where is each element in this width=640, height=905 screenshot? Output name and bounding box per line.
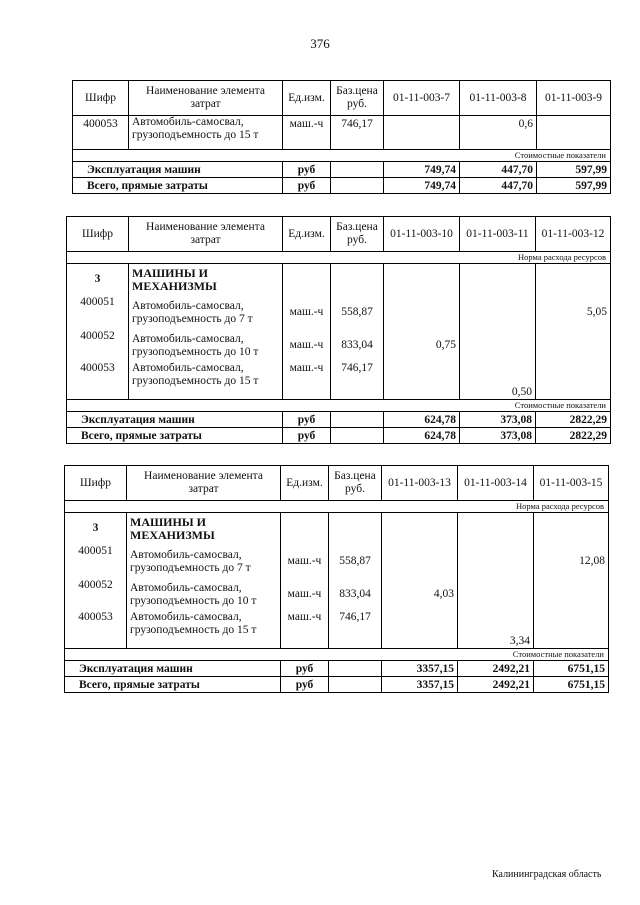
header-unit: Ед.изм. [281, 466, 329, 501]
resource-price: 833,04 [331, 330, 384, 362]
header-rate-code: 01-11-003-10 [384, 217, 460, 252]
resource-code: 400051 [65, 545, 127, 579]
total-unit: руб [283, 428, 331, 444]
empty-cell [331, 162, 384, 178]
total-value: 373,08 [460, 428, 536, 444]
resource-unit: маш.-ч [283, 330, 331, 362]
header-code: Шифр [65, 466, 127, 501]
header-base-price: Баз.цена руб. [331, 81, 384, 116]
resource-value [460, 330, 536, 362]
resource-table-3 [64, 465, 609, 693]
empty-cell [329, 677, 382, 693]
cost-indicators-label: Стоимостные показатели [65, 649, 609, 661]
header-rate-code: 01-11-003-9 [537, 81, 611, 116]
table-header [67, 217, 611, 252]
resource-norm-row [67, 252, 611, 264]
page-number: 376 [310, 36, 330, 51]
section-row [65, 513, 609, 545]
empty-cell [331, 178, 384, 194]
exploitation-value: 2492,21 [458, 661, 534, 677]
exploitation-value: 373,08 [460, 412, 536, 428]
resource-value [534, 579, 609, 611]
exploitation-value: 597,99 [537, 162, 611, 178]
total-label: Всего, прямые затраты [65, 677, 281, 693]
resource-value [458, 579, 534, 611]
resource-table-1 [72, 80, 611, 194]
exploitation-value: 2822,29 [536, 412, 611, 428]
empty-cell [331, 428, 384, 444]
total-row [73, 178, 611, 194]
exploitation-unit: руб [283, 412, 331, 428]
resource-unit: маш.-ч [283, 296, 331, 330]
header-base-price: Баз.цена руб. [331, 217, 384, 252]
resource-name: Автомобиль-самосвал, грузоподъемность до 15 т [129, 116, 283, 150]
resource-value [384, 116, 460, 150]
resource-value [536, 362, 611, 400]
resource-norm-label: Норма расхода ресурсов [65, 501, 609, 513]
resource-value: 12,08 [534, 545, 609, 579]
cost-indicators-row [65, 649, 609, 661]
exploitation-unit: руб [281, 661, 329, 677]
resource-value [382, 611, 458, 649]
resource-value [382, 545, 458, 579]
exploitation-label: Эксплуатация машин [73, 162, 283, 178]
exploitation-value: 749,74 [384, 162, 460, 178]
total-unit: руб [283, 178, 331, 194]
table-row [73, 116, 611, 150]
resource-price: 833,04 [329, 579, 382, 611]
total-value: 447,70 [460, 178, 537, 194]
resource-value: 4,03 [382, 579, 458, 611]
resource-name: Автомобиль-самосвал, грузоподъемность до 10 т [129, 330, 283, 362]
total-value: 624,78 [384, 428, 460, 444]
header-unit: Ед.изм. [283, 81, 331, 116]
exploitation-unit: руб [283, 162, 331, 178]
section-number: 3 [65, 513, 127, 545]
exploitation-row [67, 412, 611, 428]
exploitation-value: 6751,15 [534, 661, 609, 677]
resource-table-2 [66, 216, 611, 444]
section-name: МАШИНЫ И МЕХАНИЗМЫ [127, 513, 281, 545]
resource-unit: маш.-ч [283, 116, 331, 150]
header-code: Шифр [67, 217, 129, 252]
resource-value [460, 296, 536, 330]
exploitation-value: 447,70 [460, 162, 537, 178]
table-header [73, 81, 611, 116]
header-name: Наименование элемента затрат [129, 217, 283, 252]
resource-code: 400051 [67, 296, 129, 330]
header-name: Наименование элемента затрат [129, 81, 283, 116]
header-rate-code: 01-11-003-8 [460, 81, 537, 116]
resource-name: Автомобиль-самосвал, грузоподъемность до 15 т [129, 362, 283, 400]
resource-price: 746,17 [331, 362, 384, 400]
exploitation-row [73, 162, 611, 178]
table-row [67, 362, 611, 400]
exploitation-value: 624,78 [384, 412, 460, 428]
exploitation-label: Эксплуатация машин [65, 661, 281, 677]
header-name: Наименование элемента затрат [127, 466, 281, 501]
table-row [67, 296, 611, 330]
resource-name: Автомобиль-самосвал, грузоподъемность до 10 т [127, 579, 281, 611]
exploitation-value: 3357,15 [382, 661, 458, 677]
resource-value [458, 545, 534, 579]
section-name: МАШИНЫ И МЕХАНИЗМЫ [129, 264, 283, 296]
total-value: 3357,15 [382, 677, 458, 693]
resource-code: 400052 [65, 579, 127, 611]
header-rate-code: 01-11-003-15 [534, 466, 609, 501]
resource-value [537, 116, 611, 150]
resource-code: 400053 [65, 611, 127, 649]
total-value: 749,74 [384, 178, 460, 194]
total-value: 6751,15 [534, 677, 609, 693]
resource-norm-row [65, 501, 609, 513]
total-value: 2492,21 [458, 677, 534, 693]
total-unit: руб [281, 677, 329, 693]
resource-price: 746,17 [329, 611, 382, 649]
resource-name: Автомобиль-самосвал, грузоподъемность до 7 т [129, 296, 283, 330]
header-rate-code: 01-11-003-13 [382, 466, 458, 501]
resource-value [384, 296, 460, 330]
resource-code: 400053 [67, 362, 129, 400]
table-row [67, 330, 611, 362]
total-row [65, 677, 609, 693]
resource-value [534, 611, 609, 649]
resource-unit: маш.-ч [283, 362, 331, 400]
resource-price: 558,87 [331, 296, 384, 330]
exploitation-row [65, 661, 609, 677]
table-row [65, 545, 609, 579]
header-rate-code: 01-11-003-12 [536, 217, 611, 252]
resource-unit: маш.-ч [281, 611, 329, 649]
resource-unit: маш.-ч [281, 545, 329, 579]
cost-indicators-row [73, 150, 611, 162]
resource-value: 3,34 [458, 611, 534, 649]
empty-cell [331, 412, 384, 428]
header-base-price: Баз.цена руб. [329, 466, 382, 501]
resource-code: 400052 [67, 330, 129, 362]
table-row [65, 611, 609, 649]
resource-name: Автомобиль-самосвал, грузоподъемность до 7 т [127, 545, 281, 579]
resource-price: 746,17 [331, 116, 384, 150]
header-rate-code: 01-11-003-7 [384, 81, 460, 116]
resource-value: 5,05 [536, 296, 611, 330]
header-unit: Ед.изм. [283, 217, 331, 252]
resource-price: 558,87 [329, 545, 382, 579]
resource-value: 0,6 [460, 116, 537, 150]
resource-value: 0,75 [384, 330, 460, 362]
resource-norm-label: Норма расхода ресурсов [67, 252, 611, 264]
header-rate-code: 01-11-003-11 [460, 217, 536, 252]
cost-indicators-label: Стоимостные показатели [73, 150, 611, 162]
total-label: Всего, прямые затраты [67, 428, 283, 444]
empty-cell [329, 661, 382, 677]
total-value: 2822,29 [536, 428, 611, 444]
resource-code: 400053 [73, 116, 129, 150]
header-rate-code: 01-11-003-14 [458, 466, 534, 501]
section-number: 3 [67, 264, 129, 296]
resource-value: 0,50 [460, 362, 536, 400]
resource-value [384, 362, 460, 400]
section-row [67, 264, 611, 296]
total-value: 597,99 [537, 178, 611, 194]
resource-name: Автомобиль-самосвал, грузоподъемность до 15 т [127, 611, 281, 649]
header-code: Шифр [73, 81, 129, 116]
exploitation-label: Эксплуатация машин [67, 412, 283, 428]
cost-indicators-row [67, 400, 611, 412]
cost-indicators-label: Стоимостные показатели [67, 400, 611, 412]
resource-unit: маш.-ч [281, 579, 329, 611]
table-row [65, 579, 609, 611]
table-header [65, 466, 609, 501]
total-label: Всего, прямые затраты [73, 178, 283, 194]
footer-region: Калининградская область [492, 869, 602, 880]
resource-value [536, 330, 611, 362]
total-row [67, 428, 611, 444]
